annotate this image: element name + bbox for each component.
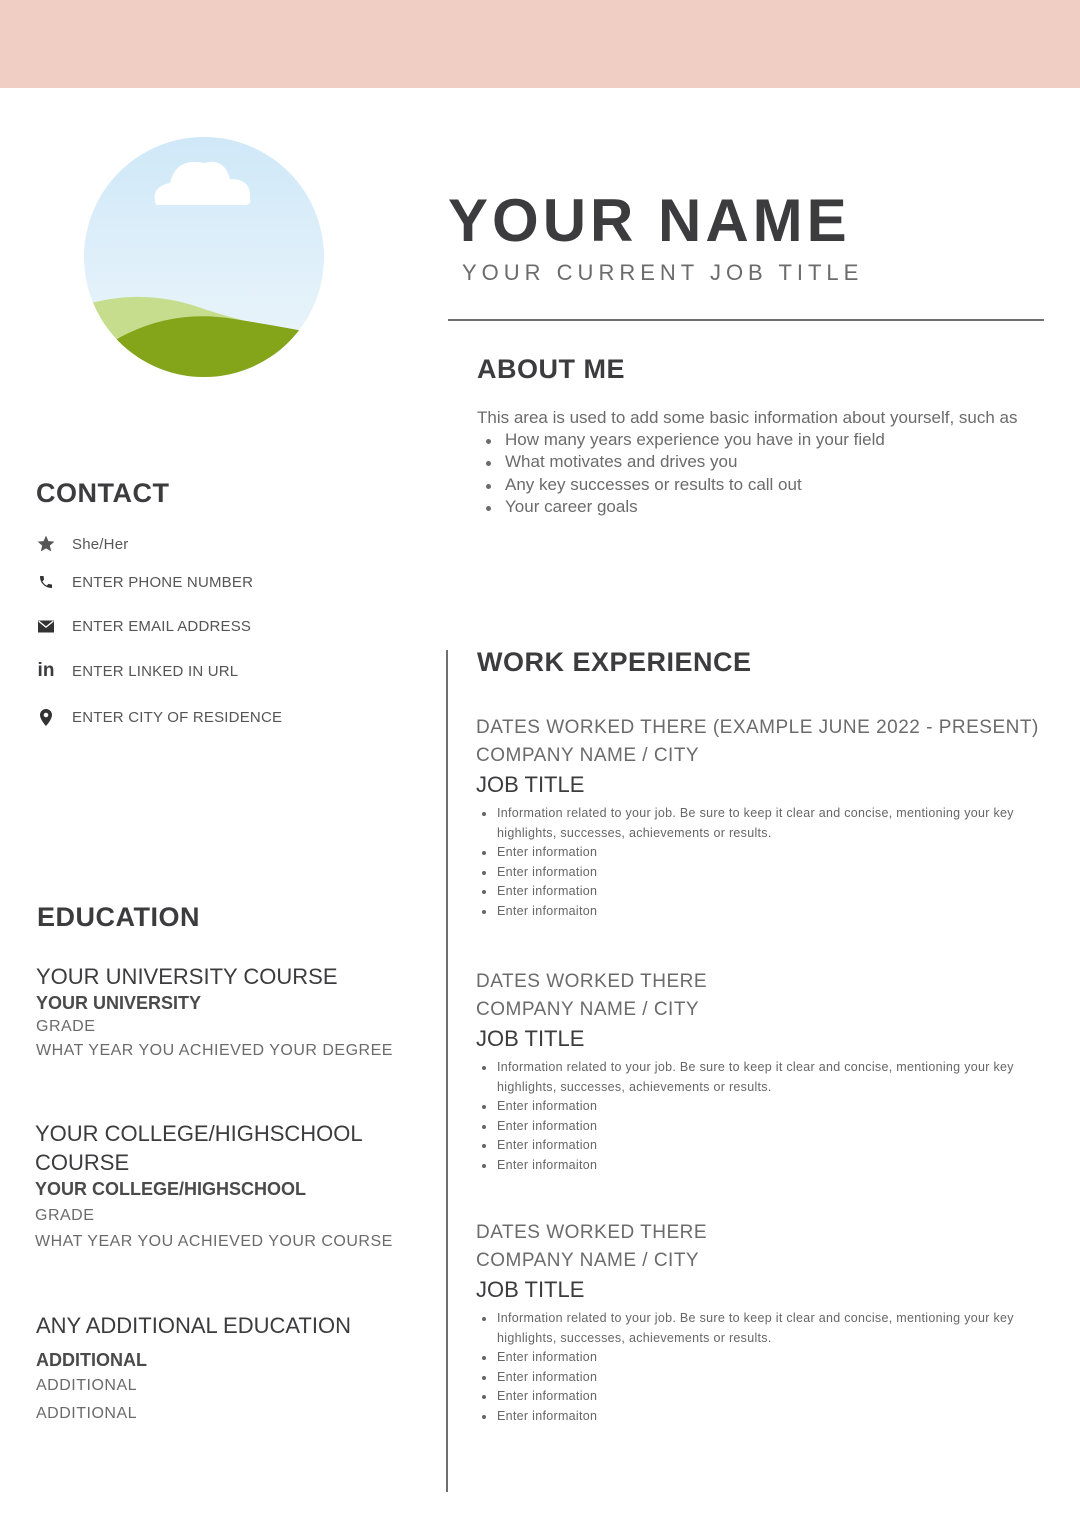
job-bullets [476,1309,1046,1426]
job-company: COMPANY NAME / CITY [476,999,700,1020]
phone-text: ENTER PHONE NUMBER [72,573,254,591]
candidate-name: YOUR NAME [448,187,851,254]
pronouns-text: She/Her [72,535,129,553]
education-heading: EDUCATION [37,902,200,932]
job-dates: DATES WORKED THERE (EXAMPLE JUNE 2022 - PRESENT) [476,717,1039,738]
current-job-title: YOUR CURRENT JOB TITLE [462,260,864,285]
list-item: Enter information [476,1348,1046,1368]
about-intro: This area is used to add some basic information about yourself, such as [477,408,1018,427]
university-year: WHAT YEAR YOU ACHIEVED YOUR DEGREE [36,1042,393,1059]
job-entry [476,1219,1046,1426]
job-bullets [476,804,1046,921]
college-grade: GRADE [35,1207,95,1224]
linkedin-icon: in [37,660,55,681]
education-university [36,962,393,1063]
list-item: Enter information [476,1368,1046,1388]
contact-pronouns [35,531,128,557]
location-text: ENTER CITY OF RESIDENCE [72,708,283,726]
additional-line: ADDITIONAL [36,1405,138,1422]
college-year: WHAT YEAR YOU ACHIEVED YOUR COURSE [35,1233,393,1250]
list-item: Enter informaiton [476,902,1046,922]
job-dates: DATES WORKED THERE [476,1222,708,1243]
list-item: Information related to your job. Be sure to keep it clear and concise, mentioning your key highlights, successes, achievements or results. [476,1058,1046,1097]
list-item: Information related to your job. Be sure to keep it clear and concise, mentioning your key highlights, successes, achievements or results. [476,804,1046,843]
contact-heading: CONTACT [36,478,170,508]
additional-school: ADDITIONAL [36,1350,147,1370]
envelope-icon [35,615,57,637]
university-grade: GRADE [36,1018,96,1035]
job-title: JOB TITLE [476,1277,585,1302]
job-title: JOB TITLE [476,772,585,797]
list-item: Enter information [476,863,1046,883]
location-pin-icon [35,706,57,728]
list-item: Enter informaiton [476,1156,1046,1176]
list-item: Any key successes or results to call out [484,474,885,496]
linkedin-text: ENTER LINKED IN URL [72,662,239,680]
about-heading: ABOUT ME [477,354,625,384]
job-entry [476,714,1046,921]
landscape-placeholder-icon [84,137,324,377]
list-item: Information related to your job. Be sure to keep it clear and concise, mentioning your key highlights, successes, achievements or results. [476,1309,1046,1348]
job-company: COMPANY NAME / CITY [476,745,700,766]
about-list [484,429,885,518]
phone-icon [35,571,57,593]
job-company: COMPANY NAME / CITY [476,1250,700,1271]
list-item: Enter information [476,1136,1046,1156]
job-entry [476,968,1046,1175]
contact-location[interactable] [35,704,282,730]
star-icon [35,533,57,555]
job-bullets [476,1058,1046,1175]
education-college [35,1119,393,1254]
university-name: YOUR UNIVERSITY [36,993,202,1013]
job-title: JOB TITLE [476,1026,585,1051]
contact-linkedin[interactable] [35,658,238,684]
job-dates: DATES WORKED THERE [476,971,708,992]
contact-phone[interactable] [35,569,253,595]
additional-course: ANY ADDITIONAL EDUCATION [36,1313,351,1338]
profile-photo[interactable] [84,137,324,377]
additional-line: ADDITIONAL [36,1377,138,1394]
college-course-cont: COURSE [35,1150,130,1175]
list-item: How many years experience you have in your field [484,429,885,451]
list-item: Enter information [476,882,1046,902]
header-band [0,0,1080,88]
header-divider [448,319,1044,321]
list-item: Enter information [476,1097,1046,1117]
email-text: ENTER EMAIL ADDRESS [72,617,252,635]
college-course: YOUR COLLEGE/HIGHSCHOOL [35,1121,363,1146]
university-course: YOUR UNIVERSITY COURSE [36,964,338,989]
list-item: What motivates and drives you [484,451,885,473]
list-item: Enter information [476,1117,1046,1137]
work-heading: WORK EXPERIENCE [477,647,752,677]
list-item: Enter information [476,1387,1046,1407]
list-item: Your career goals [484,496,885,518]
list-item: Enter informaiton [476,1407,1046,1427]
column-divider [446,650,448,1492]
list-item: Enter information [476,843,1046,863]
education-additional [36,1311,351,1426]
college-name: YOUR COLLEGE/HIGHSCHOOL [35,1179,307,1199]
contact-email[interactable] [35,613,251,639]
